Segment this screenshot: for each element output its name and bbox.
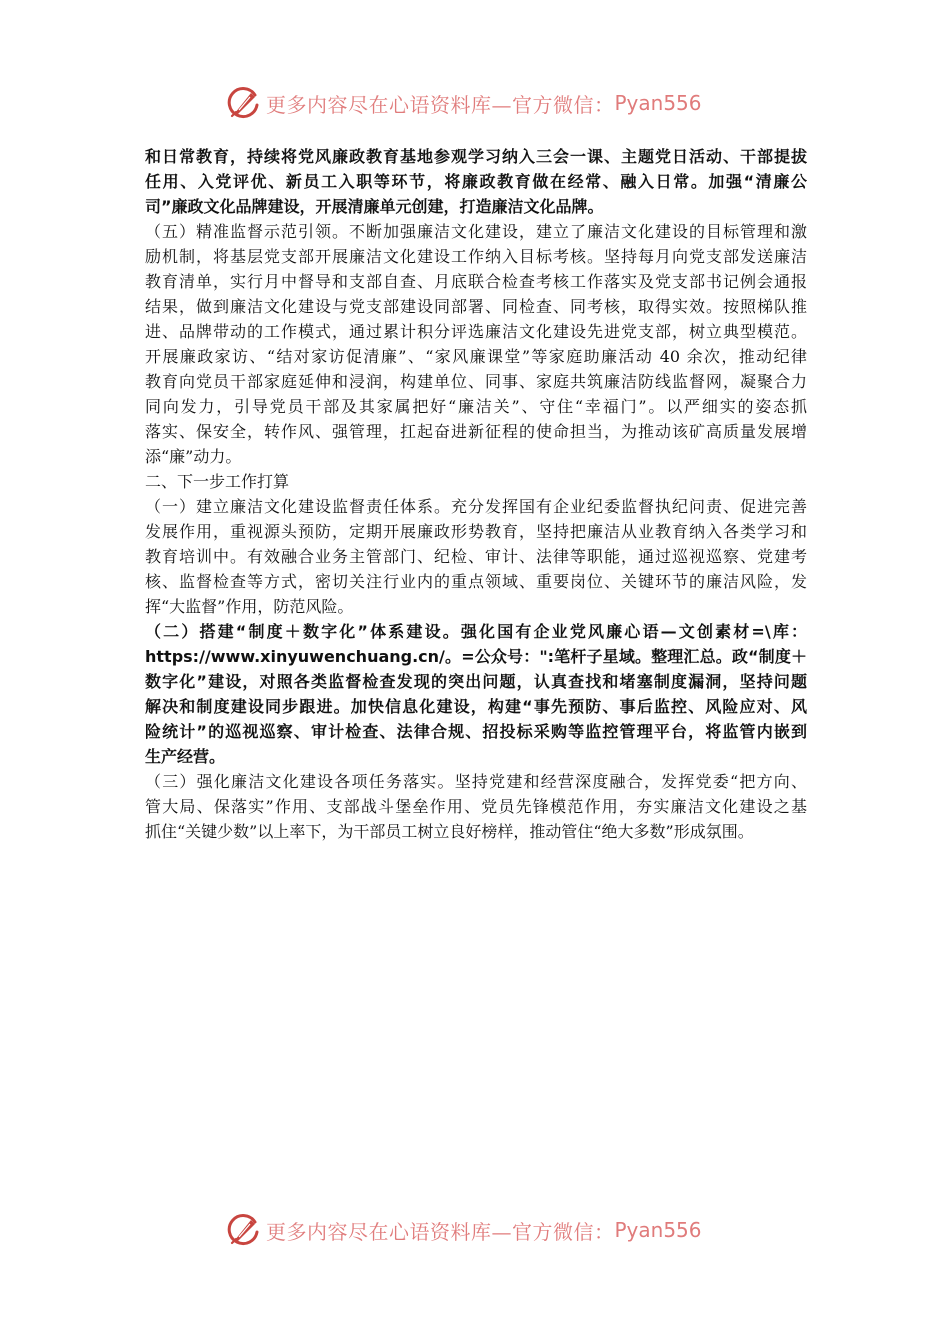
text-line: https://www.xinyuwenchuang.cn/。=公众号：":笔杆子星域。整理汇总。政“制度＋ (145, 647, 807, 666)
watermark-text: 更多内容尽在心语资料库—官方微信： (266, 92, 615, 117)
heading-text: 二、下一步工作打算 (145, 472, 290, 491)
quill-logo-icon (226, 1212, 262, 1248)
text-line: （一）建立廉洁文化建设监督责任体系。充分发挥国有企业纪委监督执纪问责、促进完善 (145, 497, 807, 516)
text-line: 教育向党员干部家庭延伸和浸润，构建单位、同事、家庭共筑廉洁防线监督网，凝聚合力 (145, 372, 807, 391)
text-line: 励机制，将基层党支部开展廉洁文化建设工作纳入目标考核。坚持每月向党支部发送廉洁 (145, 247, 807, 266)
text-line: 数字化”建设，对照各类监督检查发现的突出问题，认真查找和堵塞制度漏洞，坚持问题 (145, 672, 807, 691)
paragraph-item-3 (145, 769, 807, 844)
text-line: 教育培训中。有效融合业务主管部门、纪检、审计、法律等职能，通过巡视巡察、党建考 (145, 547, 807, 566)
quill-logo-icon (226, 85, 262, 121)
text-line: 结果，做到廉洁文化建设与党支部建设同部署、同检查、同考核，取得实效。按照梯队推 (145, 297, 807, 316)
text-line: 险统计”的巡视巡察、审计检查、法律合规、招投标采购等监控管理平台，将监管内嵌到 (145, 722, 807, 741)
text-line: （三）强化廉洁文化建设各项任务落实。坚持党建和经营深度融合，发挥党委“把方向、 (145, 772, 807, 791)
watermark-header (226, 84, 702, 122)
watermark-footer (226, 1211, 702, 1249)
text-line: 挥“大监督”作用，防范风险。 (145, 597, 354, 616)
paragraph-item-1 (145, 494, 807, 619)
text-line: 任用、入党评优、新员工入职等环节，将廉政教育做在经常、融入日常。加强“清廉公 (145, 172, 807, 191)
text-line: 和日常教育，持续将党风廉政教育基地参观学习纳入三会一课、主题党日活动、干部提拔 (145, 147, 807, 166)
section-heading-next-steps (145, 469, 807, 494)
text-line: （五）精准监督示范引领。不断加强廉洁文化建设，建立了廉洁文化建设的目标管理和激 (145, 222, 807, 241)
text-line: 发展作用，重视源头预防，定期开展廉政形势教育，坚持把廉洁从业教育纳入各类学习和 (145, 522, 807, 541)
text-line: 核、监督检查等方式，密切关注行业内的重点领域、重要岗位、关键环节的廉洁风险，发 (145, 572, 807, 591)
text-line: 教育清单，实行月中督导和支部自查、月底联合检查考核工作落实及党支部书记例会通报 (145, 272, 807, 291)
text-line: 添“廉”动力。 (145, 447, 242, 466)
text-line: 进、品牌带动的工作模式，通过累计积分评选廉洁文化建设先进党支部，树立典型模范。 (145, 322, 807, 341)
text-line: 落实、保安全，转作风、强管理，扛起奋进新征程的使命担当，为推动该矿高质量发展增 (145, 422, 807, 441)
document-body (145, 144, 807, 844)
text-line: （二）搭建“制度＋数字化”体系建设。强化国有企业党风廉心语—文创素材=\库： (145, 622, 807, 641)
watermark-text: 更多内容尽在心语资料库—官方微信： (266, 1219, 615, 1244)
text-line: 同向发力，引导党员干部及其家属把好“廉洁关”、守住“幸福门”。以严细实的姿态抓 (145, 397, 807, 416)
text-line: 抓住“关键少数”以上率下，为干部员工树立良好榜样，推动管住“绝大多数”形成氛围。 (145, 822, 754, 841)
text-line: 开展廉政家访、“结对家访促清廉”、“家风廉课堂”等家庭助廉活动 40 余次，推动纪律 (145, 347, 807, 366)
paragraph-daily-education (145, 144, 807, 219)
paragraph-item-2 (145, 619, 807, 769)
watermark-wechat-id: Pyan556 (614, 91, 702, 115)
text-line: 司”廉政文化品牌建设，开展清廉单元创建，打造廉洁文化品牌。 (145, 197, 604, 216)
paragraph-section-5 (145, 219, 807, 469)
text-line: 解决和制度建设同步跟进。加快信息化建设，构建“事先预防、事后监控、风险应对、风 (145, 697, 807, 716)
text-line: 生产经营。 (145, 747, 226, 766)
watermark-wechat-id: Pyan556 (614, 1218, 702, 1242)
text-line: 管大局、保落实”作用、支部战斗堡垒作用、党员先锋模范作用，夯实廉洁文化建设之基 (145, 797, 807, 816)
